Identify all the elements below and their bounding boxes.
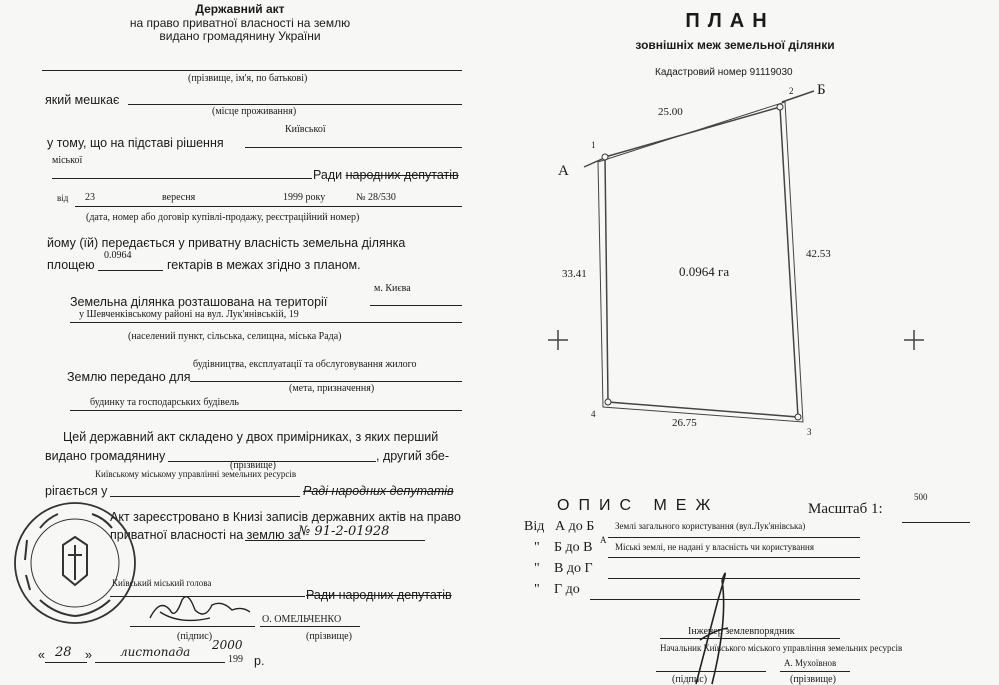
side-bottom-length: 26.75 — [672, 417, 697, 429]
row-b-v-prefix: " — [534, 540, 540, 555]
row-b-v-line — [608, 557, 860, 558]
kept-label: рігається у — [45, 484, 108, 498]
located-value: у Шевченківському районі на вул. Лук'янівській, 19 — [79, 309, 299, 320]
row-v-g-prefix: " — [534, 561, 540, 576]
scale-label: Масштаб 1: — [808, 501, 883, 517]
row-a-b-segment: А до Б — [555, 519, 595, 534]
plan-subtitle: зовнішніх меж земельної ділянки — [635, 38, 835, 52]
located-label: Земельна ділянка розташована на території — [70, 295, 328, 309]
purpose-value-1: будівництва, експлуатації та обслуговування жилого — [193, 359, 417, 370]
city-kyiv: Київської — [285, 124, 326, 135]
stray-a: А — [600, 535, 607, 545]
plot-boundary — [605, 107, 798, 417]
registered-line-2: приватної власності на землю за — [110, 528, 301, 542]
copies-line-1: Цей державний акт складено у двох примірниках, з яких перший — [63, 430, 439, 444]
chief-name: А. Мухоївнов — [784, 658, 837, 668]
date-day: 23 — [85, 192, 95, 203]
row-v-g-segment: В до Г — [554, 561, 593, 576]
row-v-g-line — [608, 578, 860, 579]
cadastral-number: Кадастровий номер 91119030 — [655, 67, 793, 78]
city-council: міської — [52, 155, 83, 166]
copies-tail: , другий збе- — [376, 449, 450, 463]
caption-residence: (місце проживання) — [212, 106, 297, 117]
caption-settlement: (населений пункт, сільська, селищна, міська Рада) — [128, 331, 342, 342]
point-1-label: 1 — [591, 140, 596, 150]
kept-council: Раді народних депутатів — [303, 484, 454, 498]
row-a-b-line — [608, 537, 860, 538]
row-b-v-value: Міські землі, не надані у власність чи користування — [615, 542, 814, 552]
vertex-b-label: Б — [817, 82, 826, 98]
plot-area-label: 0.0964 га — [679, 264, 730, 279]
vertex-a-label: А — [558, 163, 569, 179]
chief-surname-line — [780, 671, 850, 672]
side-left-length: 33.41 — [562, 268, 587, 280]
date-hand-month: листопада — [120, 645, 191, 659]
date-printed-year: 199 — [228, 654, 243, 665]
plan-title: ПЛАН — [685, 10, 775, 32]
date-month: вересня — [162, 192, 196, 203]
date-hand-day: 28 — [55, 645, 72, 660]
copies-line-2: видано громадянину — [45, 449, 166, 463]
act-title-line-1: Державний акт — [195, 2, 285, 16]
point-3-label: 3 — [807, 427, 812, 437]
transfer-line: йому (їй) передається у приватну власність земельна ділянка — [47, 236, 406, 250]
area-value: 0.0964 — [104, 250, 132, 261]
date-suffix: р. — [254, 654, 265, 668]
date-quote-open: « — [38, 648, 45, 662]
point-4-label: 4 — [591, 409, 596, 419]
scale-line — [902, 522, 970, 523]
point-4-marker — [605, 399, 611, 405]
row-g-segment: Г до — [554, 582, 580, 597]
council-label-struck: народних депутатів — [345, 168, 459, 182]
head-title: Київський міський голова — [112, 578, 212, 588]
city-name: м. Києва — [374, 283, 411, 294]
point-2-label: 2 — [789, 86, 794, 96]
caption-signature-left: (підпис) — [177, 631, 213, 642]
act-title-line-2: на право приватної власності на землю — [129, 16, 351, 30]
side-right-length: 42.53 — [806, 248, 831, 260]
area-tail: гектарів в межах згідно з планом. — [167, 258, 361, 272]
caption-signature-right: (підпис) — [672, 674, 708, 685]
date-quote-close: » — [85, 648, 92, 662]
date-hand-year: 2000 — [212, 638, 243, 652]
kept-value: Київському міському управлінні земельних ресурсів — [95, 469, 297, 479]
signer-name: О. ОМЕЛЬЧЕНКО — [262, 614, 342, 625]
caption-surname-right: (прізвище) — [790, 674, 836, 685]
caption-surname-2: (прізвище) — [306, 631, 352, 642]
registry-number: № 91-2-01928 — [298, 524, 390, 539]
council-deputies: Ради народних депутатів — [306, 588, 452, 602]
council-label: Ради народних депутатів — [313, 168, 459, 182]
caption-date: (дата, номер або договір купівлі-продажу, реєстраційний номер) — [86, 212, 360, 223]
vertex-a-tick — [584, 159, 602, 167]
caption-surname-1: (прізвище) — [230, 460, 276, 471]
decision-number: № 28/530 — [356, 192, 396, 203]
row-g-line — [590, 599, 860, 600]
area-label: площею — [47, 258, 95, 272]
act-title-line-3: видано громадянину України — [159, 29, 321, 43]
engineer-line — [660, 638, 840, 639]
purpose-label: Землю передано для — [67, 370, 191, 384]
point-3-marker — [795, 414, 801, 420]
side-top-length: 25.00 — [658, 106, 683, 118]
caption-name: (прізвище, ім'я, по батькові) — [188, 73, 308, 84]
chief-signature-line — [656, 671, 766, 672]
row-b-v-segment: Б до В — [554, 540, 593, 555]
row-a-b-prefix: Від — [524, 519, 545, 534]
scale-value: 500 — [914, 492, 928, 502]
purpose-value-2: будинку та господарських будівель — [90, 397, 239, 408]
basis-label: у тому, що на підставі рішення — [47, 136, 224, 150]
description-title: ОПИС МЕЖ — [557, 497, 720, 514]
row-a-b-value: Землі загального користування (вул.Лук'янівська) — [615, 521, 806, 531]
engineer-title: Інженер землевпорядник — [688, 626, 795, 637]
registered-line-1: Акт зареєстровано в Книзі записів державних актів на право — [110, 510, 461, 524]
date-from: від — [57, 193, 69, 203]
chief-title: Начальник Київського міського управління земельних ресурсів — [660, 643, 903, 653]
row-g-prefix: " — [534, 582, 540, 597]
point-2-marker — [777, 104, 783, 110]
point-1-marker — [602, 154, 608, 160]
caption-purpose: (мета, призначення) — [289, 383, 375, 394]
vertex-b-tick — [782, 91, 814, 102]
date-year: 1999 року — [283, 192, 326, 203]
resides-label: який мешкає — [45, 93, 120, 107]
